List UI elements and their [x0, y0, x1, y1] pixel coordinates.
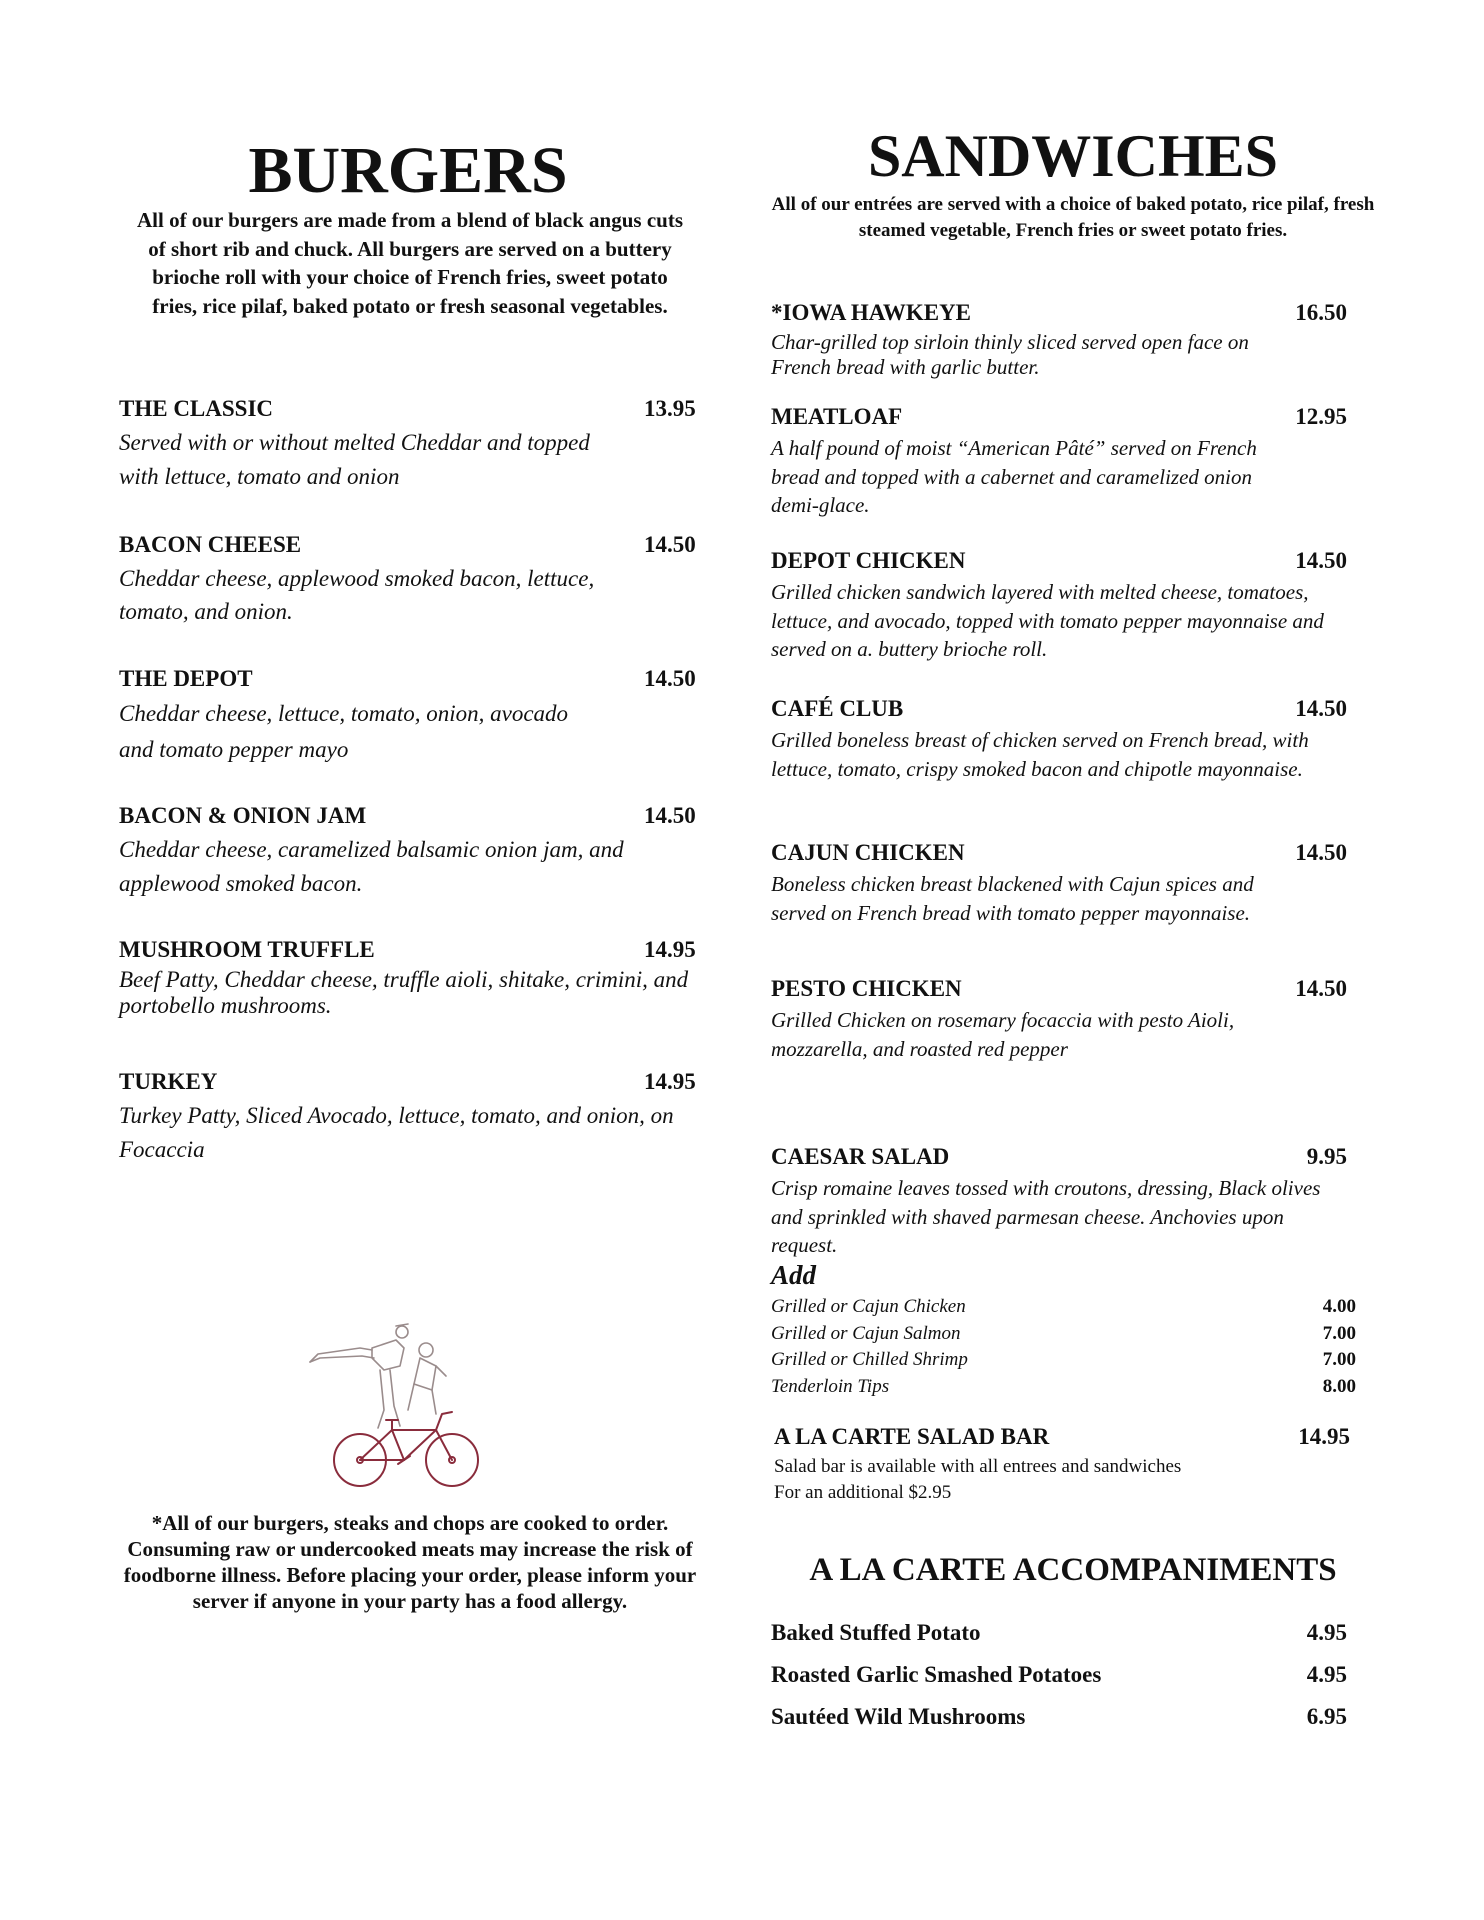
add-on-item — [771, 1349, 1356, 1376]
item-description: Cheddar cheese, applewood smoked bacon, lettuce, tomato, and onion. — [119, 566, 595, 624]
menu-item-salad-bar — [774, 1424, 1356, 1506]
item-description: Crisp romaine leaves tossed with croutons, dressing, Black olives and sprinkled with shaved parmesan cheese. Anchovies upon request. — [771, 1176, 1321, 1257]
item-name: CAESAR SALAD — [771, 1144, 950, 1169]
add-ons-title: Add — [771, 1260, 817, 1290]
item-description: Beef Patty, Cheddar cheese, truffle aioli, shitake, crimini, and portobello mushrooms. — [119, 967, 689, 1018]
item-price: 14.50 — [644, 666, 696, 691]
accompaniment-item — [771, 1704, 1347, 1746]
item-name: MUSHROOM TRUFFLE — [119, 937, 375, 962]
sandwiches-intro: All of our entrées are served with a choice of baked potato, rice pilaf, fresh steamed vegetable, French fries or sweet potato fries. — [771, 194, 1375, 241]
accompaniment-name: Roasted Garlic Smashed Potatoes — [771, 1662, 1102, 1687]
item-description: Cheddar cheese, caramelized balsamic onion jam, and applewood smoked bacon. — [119, 837, 624, 896]
item-price: 13.95 — [644, 396, 696, 421]
item-name: DEPOT CHICKEN — [771, 548, 966, 573]
item-name: THE DEPOT — [119, 666, 253, 691]
menu-item-cafe-club — [771, 696, 1371, 783]
item-price: 14.50 — [644, 803, 696, 828]
accompaniment-price: 4.95 — [1306, 1662, 1347, 1687]
burgers-title: BURGERS — [248, 134, 568, 207]
item-price: 14.95 — [1298, 1424, 1350, 1449]
item-name: BACON CHEESE — [119, 532, 302, 557]
food-safety-disclaimer: *All of our burgers, steaks and chops are cooked to order. Consuming raw or undercooked meats may increase the risk of foodborne illness. Before placing your order, please inform your server if anyone in your party has a food allergy. — [123, 1511, 697, 1613]
add-on-label: Tenderloin Tips — [771, 1375, 890, 1397]
item-price: 14.50 — [644, 532, 696, 557]
accompaniment-item — [771, 1620, 1347, 1662]
menu-item-cajun-chicken — [771, 840, 1371, 927]
add-ons-list — [771, 1296, 1356, 1402]
item-price: 9.95 — [1306, 1144, 1347, 1169]
add-on-label: Grilled or Chilled Shrimp — [771, 1349, 968, 1370]
menu-item-meatloaf — [771, 404, 1371, 520]
item-description: Grilled boneless breast of chicken served on French bread, with lettuce, tomato, crispy smoked bacon and chipotle mayonnaise. — [771, 728, 1309, 781]
accompaniment-name: Baked Stuffed Potato — [771, 1620, 981, 1645]
add-on-item — [771, 1376, 1356, 1403]
item-price: 14.95 — [644, 937, 696, 962]
item-price: 16.50 — [1295, 300, 1347, 325]
add-on-item — [771, 1323, 1356, 1350]
item-description: Cheddar cheese, lettuce, tomato, onion, avocado and tomato pepper mayo — [119, 701, 569, 762]
menu-item-the-classic — [119, 396, 709, 494]
accompaniment-name: Sautéed Wild Mushrooms — [771, 1704, 1026, 1729]
item-name: CAFÉ CLUB — [771, 696, 904, 721]
salad-bar-price-note: For an additional $2.95 — [774, 1482, 952, 1503]
add-on-label: Grilled or Cajun Salmon — [771, 1322, 961, 1344]
item-name: TURKEY — [119, 1069, 218, 1094]
menu-item-bacon-cheese — [119, 532, 709, 628]
item-name: *IOWA HAWKEYE — [771, 300, 972, 325]
menu-item-pesto-chicken — [771, 976, 1371, 1063]
salad-bar-note: Salad bar is available with all entrees and sandwiches — [774, 1456, 1182, 1477]
accompaniments-list — [771, 1620, 1347, 1746]
accompaniments-title: A LA CARTE ACCOMPANIMENTS — [809, 1552, 1337, 1588]
item-name: PESTO CHICKEN — [771, 976, 962, 1001]
item-description: Char-grilled top sirloin thinly sliced served open face on French bread with garlic butter. — [771, 330, 1249, 379]
accompaniment-item — [771, 1662, 1347, 1704]
item-description: A half pound of moist “American Pâté” served on French bread and topped with a cabernet and caramelized onion demi-glace. — [771, 436, 1257, 517]
burgers-intro: All of our burgers are made from a blend of black angus cuts of short rib and chuck. All burgers are served on a buttery brioche roll with your choice of French fries, sweet potato fries, rice pilaf, baked potato or fresh seasonal vegetables. — [136, 208, 684, 318]
menu-item-iowa-hawkeye — [771, 300, 1371, 380]
item-description: Boneless chicken breast blackened with Cajun spices and served on French bread with tomato pepper mayonnaise. — [771, 872, 1254, 925]
menu-item-the-depot — [119, 666, 709, 768]
item-name: THE CLASSIC — [119, 396, 274, 421]
menu-item-bacon-onion-jam — [119, 803, 709, 901]
item-name: CAJUN CHICKEN — [771, 840, 965, 865]
accompaniment-price: 6.95 — [1306, 1704, 1347, 1729]
menu-item-turkey — [119, 1069, 709, 1167]
accompaniment-price: 4.95 — [1306, 1620, 1347, 1645]
add-on-label: Grilled or Cajun Chicken — [771, 1296, 966, 1317]
item-name: MEATLOAF — [771, 404, 903, 429]
add-on-price: 7.00 — [1322, 1349, 1356, 1370]
item-description: Served with or without melted Cheddar and topped with lettuce, tomato and onion — [119, 430, 590, 489]
item-price: 12.95 — [1295, 404, 1347, 429]
item-price: 14.50 — [1295, 976, 1347, 1001]
item-description: Grilled chicken sandwich layered with melted cheese, tomatoes, lettuce, and avocado, topped with tomato pepper mayonnaise and served on a. buttery brioche roll. — [771, 580, 1324, 661]
item-price: 14.95 — [644, 1069, 696, 1094]
item-name: BACON & ONION JAM — [119, 803, 367, 828]
add-on-item — [771, 1296, 1356, 1323]
menu-item-mushroom-truffle — [119, 937, 709, 1019]
acrobats-on-bicycle-icon — [300, 1310, 520, 1500]
item-price: 14.50 — [1295, 696, 1347, 721]
add-on-price: 7.00 — [1322, 1322, 1356, 1344]
menu-item-caesar-salad — [771, 1144, 1371, 1260]
item-price: 14.50 — [1295, 548, 1347, 573]
sandwiches-title: SANDWICHES — [867, 123, 1279, 189]
item-description: Turkey Patty, Sliced Avocado, lettuce, tomato, and onion, on Focaccia — [119, 1103, 674, 1162]
item-price: 14.50 — [1295, 840, 1347, 865]
item-description: Grilled Chicken on rosemary focaccia with pesto Aioli, mozzarella, and roasted red pepper — [771, 1008, 1235, 1061]
add-on-price: 4.00 — [1322, 1296, 1356, 1317]
item-name: A LA CARTE SALAD BAR — [774, 1424, 1050, 1449]
menu-item-depot-chicken — [771, 548, 1371, 664]
add-on-price: 8.00 — [1322, 1375, 1356, 1397]
